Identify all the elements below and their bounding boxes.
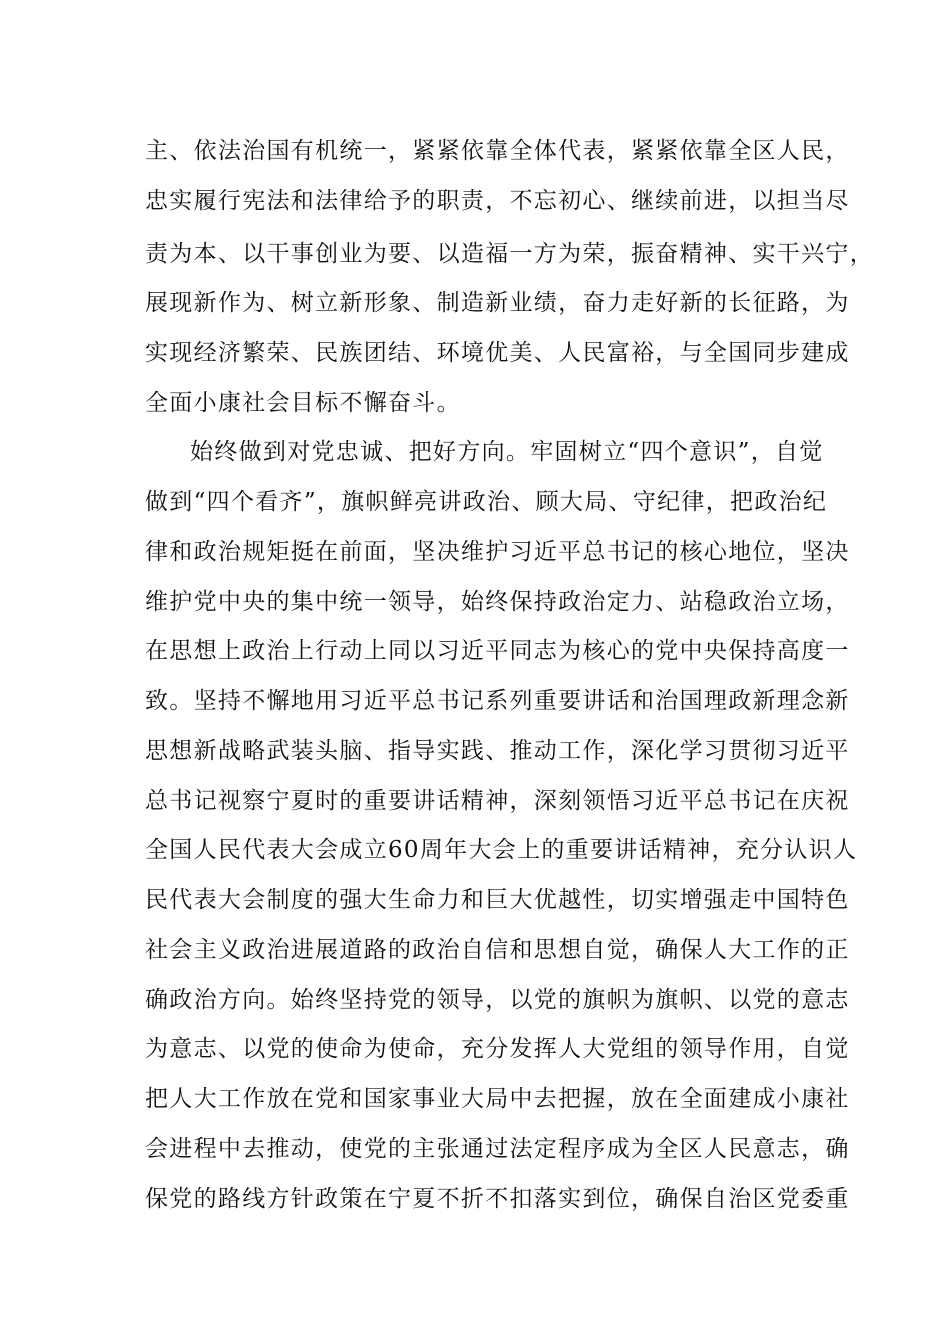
text-line: 实现经济繁荣、民族团结、环境优美、人民富裕，与全国同步建成 xyxy=(145,340,850,366)
text-line: 在思想上政治上行动上同以习近平同志为核心的党中央保持高度一 xyxy=(145,638,850,664)
text-line: 为意志、以党的使命为使命，充分发挥人大党组的领导作用，自觉 xyxy=(145,1036,850,1062)
text-line: 忠实履行宪法和法律给予的职责，不忘初心、继续前进，以担当尽 xyxy=(145,188,850,214)
text-line: 全国人民代表大会成立60周年大会上的重要讲话精神，充分认识人 xyxy=(145,837,858,863)
text-line: 思想新战略武装头脑、指导实践、推动工作，深化学习贯彻习近平 xyxy=(145,738,850,764)
text-line: 把人大工作放在党和国家事业大局中去把握，放在全面建成小康社 xyxy=(145,1086,850,1112)
text-line: 社会主义政治进展道路的政治自信和思想自觉，确保人大工作的正 xyxy=(145,937,850,963)
text-line: 做到“四个看齐”，旗帜鲜亮讲政治、顾大局、守纪律，把政治纪 xyxy=(145,489,828,515)
text-line: 保党的路线方针政策在宁夏不折不扣落实到位，确保自治区党委重 xyxy=(145,1186,850,1212)
text-line: 会进程中去推动，使党的主张通过法定程序成为全区人民意志，确 xyxy=(145,1136,850,1162)
text-line: 主、依法治国有机统一，紧紧依靠全体代表，紧紧依靠全区人民， xyxy=(145,138,850,164)
text-line: 律和政治规矩挺在前面，坚决维护习近平总书记的核心地位，坚决 xyxy=(145,539,850,565)
text-line: 维护党中央的集中统一领导，始终保持政治定力、站稳政治立场， xyxy=(145,589,850,615)
paragraph-first-line: 始终做到对党忠诚、把好方向。牢固树立“四个意识”，自觉 xyxy=(190,439,824,465)
text-line: 总书记视察宁夏时的重要讲话精神，深刻领悟习近平总书记在庆祝 xyxy=(145,788,850,814)
text-line: 致。坚持不懈地用习近平总书记系列重要讲话和治国理政新理念新 xyxy=(145,688,850,714)
text-line: 民代表大会制度的强大生命力和巨大优越性，切实增强走中国特色 xyxy=(145,887,850,913)
text-line: 全面小康社会目标不懈奋斗。 xyxy=(145,390,461,416)
text-line: 展现新作为、树立新形象、制造新业绩，奋力走好新的长征路，为 xyxy=(145,290,850,316)
text-line: 责为本、以干事创业为要、以造福一方为荣，振奋精神、实干兴宁， xyxy=(145,241,874,267)
text-line: 确政治方向。始终坚持党的领导，以党的旗帜为旗帜、以党的意志 xyxy=(145,987,850,1013)
